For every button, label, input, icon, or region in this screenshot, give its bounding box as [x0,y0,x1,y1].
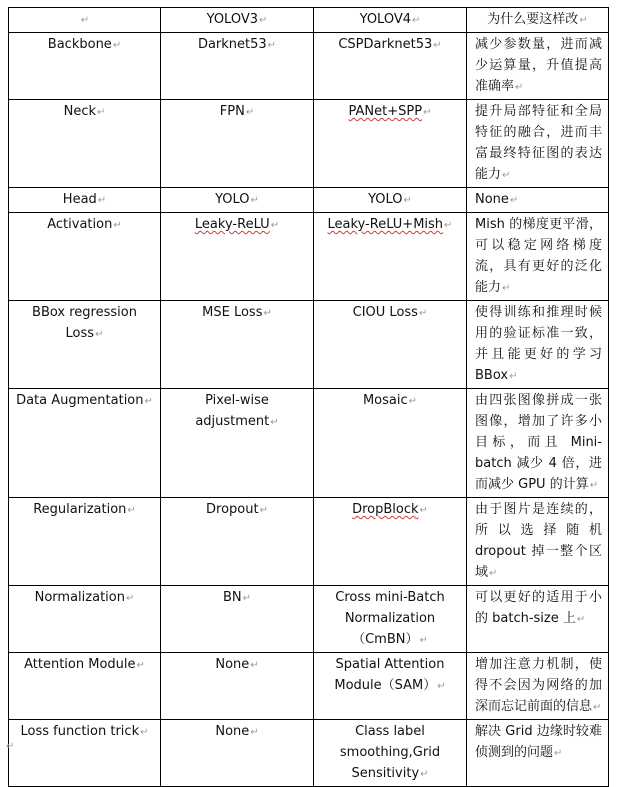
paragraph-mark-icon: ↵ [419,635,428,646]
paragraph-mark-icon: ↵ [423,107,432,118]
paragraph-mark-icon: ↵ [250,660,259,671]
reason-cell [467,720,609,787]
table-row [9,653,609,720]
cell-text: Head [62,192,97,207]
table-row [9,720,609,787]
table-cell [161,213,314,301]
reason-cell [467,188,609,213]
cell-text: YOLOV4 [359,12,412,27]
table-cell [9,100,161,188]
table-row [9,301,609,389]
paragraph-mark-icon: ↵ [6,741,15,752]
table-cell [314,213,467,301]
cell-text: YOLO [368,192,403,207]
cell-text: YOLOV3 [206,12,259,27]
table-cell [9,389,161,498]
reason-cell [467,33,609,100]
cell-text: PANet+SPP [348,104,423,119]
header-cell [9,8,161,33]
table-cell [9,188,161,213]
cell-text: BN [222,590,242,605]
cell-text: 使得训练和推理时候用的验证标准一致，并且能更好的学习BBox [475,305,602,383]
table-cell [161,100,314,188]
cell-text: MSE Loss [202,305,263,320]
paragraph-mark-icon: ↵ [270,417,279,428]
paragraph-mark-icon: ↵ [412,15,421,26]
yolo-comparison-table [8,7,609,787]
table-cell [161,498,314,586]
cell-text: BBox regression Loss [32,305,137,341]
cell-text: Neck [63,104,96,119]
paragraph-mark-icon: ↵ [502,283,511,294]
paragraph-mark-icon: ↵ [97,195,107,206]
cell-text: Cross mini-Batch Normalization（CmBN） [335,590,445,647]
paragraph-mark-icon: ↵ [140,727,149,738]
table-row [9,33,609,100]
paragraph-mark-icon: ↵ [259,505,268,516]
paragraph-mark-icon: ↵ [419,505,428,516]
cell-text: 提升局部特征和全局特征的融合，进而丰富最终特征图的表达能力 [475,104,602,182]
cell-text: Spatial Attention Module（SAM） [334,657,445,693]
table-cell [9,653,161,720]
table-cell [9,213,161,301]
cell-text: Data Augmentation [16,393,144,408]
table-cell [9,498,161,586]
reason-cell [467,100,609,188]
table-row [9,100,609,188]
cell-text: Attention Module [24,657,136,672]
table-cell [9,301,161,389]
table-cell [161,33,314,100]
paragraph-mark-icon: ↵ [250,727,259,738]
table-cell [314,301,467,389]
table-cell [161,389,314,498]
cell-text: FPN [219,104,245,119]
table-cell [9,33,161,100]
paragraph-mark-icon: ↵ [576,614,586,625]
table-cell [314,653,467,720]
cell-text: 解决 Grid 边缘时较难侦测到的问题 [475,724,602,760]
paragraph-mark-icon: ↵ [245,107,255,118]
paragraph-mark-icon: ↵ [433,40,442,51]
reason-cell [467,653,609,720]
table-cell [161,653,314,720]
reason-cell [467,301,609,389]
paragraph-mark-icon: ↵ [502,170,511,181]
paragraph-mark-icon: ↵ [80,15,90,26]
table-body [9,8,609,787]
paragraph-mark-icon: ↵ [263,308,272,319]
cell-text: Mish 的梯度更平滑，可以稳定网络梯度流，具有更好的泛化能力 [475,217,602,295]
paragraph-mark-icon: ↵ [418,308,428,319]
cell-text: Pixel-wise adjustment [195,393,270,429]
table-row [9,188,609,213]
paragraph-mark-icon: ↵ [444,220,453,231]
paragraph-mark-icon: ↵ [95,329,104,340]
table-cell [314,188,467,213]
header-row [9,8,609,33]
cell-text: 由四张图像拼成一张图像，增加了许多小目标，而且 Mini-batch 减少 4 倍，进而减少 GPU 的计算 [475,393,602,492]
cell-text: None [475,192,509,207]
cell-text: Dropout [206,502,259,517]
reason-cell [467,389,609,498]
cell-text: Darknet53 [197,37,267,52]
paragraph-mark-icon: ↵ [489,568,498,579]
table-cell [314,720,467,787]
paragraph-mark-icon: ↵ [554,748,563,759]
table-cell [161,301,314,389]
paragraph-mark-icon: ↵ [408,396,418,407]
cell-text: Leaky-ReLU+Mish [327,217,444,232]
table-row [9,586,609,653]
paragraph-mark-icon: ↵ [144,396,153,407]
cell-text: Backbone [47,37,112,52]
cell-text: CSPDarknet53 [338,37,433,52]
cell-text: 减少参数量，进而减少运算量，升值提高准确率 [475,37,602,94]
cell-text: Regularization [33,502,127,517]
cell-text: None [215,657,250,672]
cell-text: YOLO [215,192,250,207]
paragraph-mark-icon: ↵ [250,195,259,206]
paragraph-mark-icon: ↵ [267,40,277,51]
cell-text: DropBlock [352,502,419,517]
paragraph-mark-icon: ↵ [589,480,599,491]
header-cell [314,8,467,33]
cell-text: Normalization [34,590,125,605]
reason-cell [467,586,609,653]
paragraph-mark-icon: ↵ [242,593,252,604]
reason-cell [467,213,609,301]
cell-text: Leaky-ReLU [194,217,270,232]
paragraph-mark-icon: ↵ [509,371,518,382]
table-cell [161,188,314,213]
paragraph-mark-icon: ↵ [420,769,429,780]
table-cell [314,498,467,586]
paragraph-mark-icon: ↵ [259,15,268,26]
table-cell [314,100,467,188]
paragraph-mark-icon: ↵ [270,220,280,231]
cell-text: 由于图片是连续的，所以选择随机 dropout 掉一整个区域 [475,502,602,580]
table-cell [314,586,467,653]
paragraph-mark-icon: ↵ [579,15,588,26]
cell-text: CIOU Loss [352,305,418,320]
paragraph-mark-icon: ↵ [112,40,122,51]
paragraph-mark-icon: ↵ [509,195,519,206]
cell-text: 增加注意力机制，使得不会因为网络的加深而忘记前面的信息 [475,657,602,714]
cell-text: Class label smoothing,Grid Sensitivity [339,724,441,781]
cell-text: Mosaic [362,393,408,408]
cell-text: Activation [47,217,113,232]
table-cell [314,389,467,498]
paragraph-mark-icon: ↵ [127,505,136,516]
table-cell [9,586,161,653]
table-cell [161,586,314,653]
reason-cell [467,498,609,586]
cell-text: Loss function trick [20,724,140,739]
table-row [9,498,609,586]
header-cell [161,8,314,33]
table-cell [314,33,467,100]
paragraph-mark-icon: ↵ [113,220,122,231]
table-row [9,213,609,301]
header-cell [467,8,609,33]
paragraph-mark-icon: ↵ [515,82,524,93]
cell-text: None [215,724,250,739]
paragraph-mark-icon: ↵ [437,681,446,692]
paragraph-mark-icon: ↵ [125,593,135,604]
cell-text: 为什么要这样改 [487,12,579,27]
table-row [9,389,609,498]
table-cell [9,720,161,787]
paragraph-mark-icon: ↵ [97,107,106,118]
paragraph-mark-icon: ↵ [593,702,602,713]
paragraph-mark-icon: ↵ [136,660,145,671]
paragraph-mark-icon: ↵ [403,195,412,206]
table-cell [161,720,314,787]
cell-text: 可以更好的适用于小的 batch-size 上 [475,590,602,626]
